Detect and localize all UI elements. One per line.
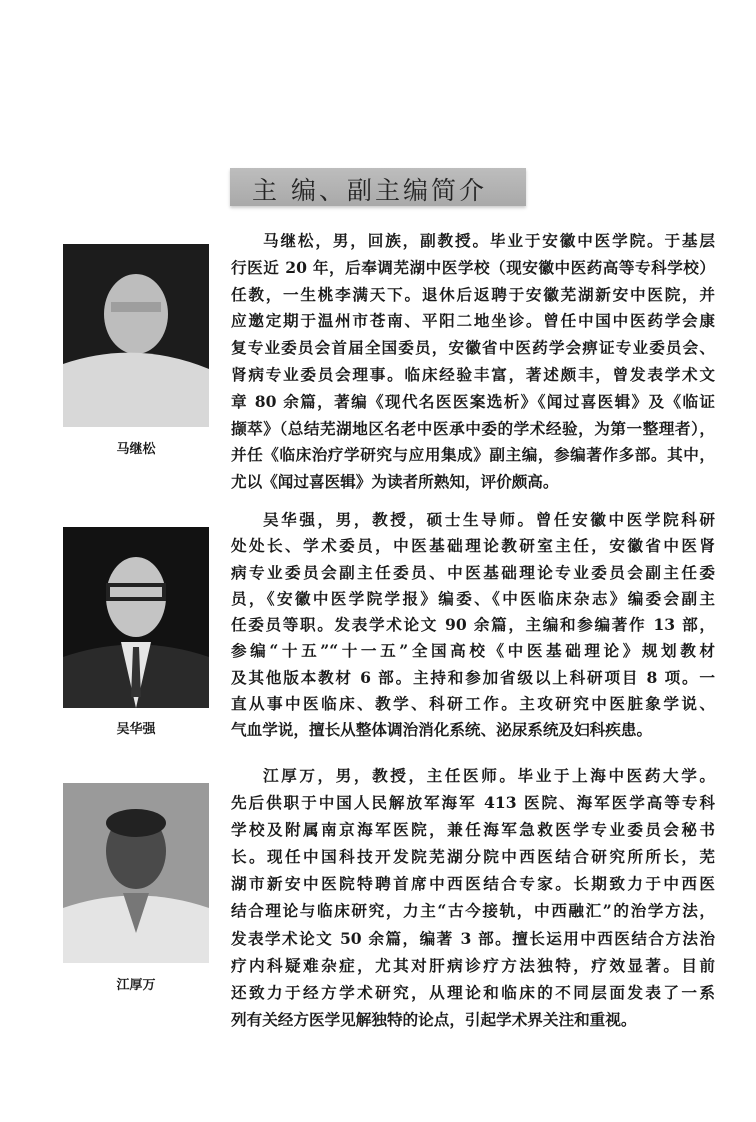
- bio-line: 肾病专业委员会理事。临床经验丰富，著述颇丰，曾发表学术文: [231, 364, 715, 384]
- bio-line: 尤以《闻过喜医辑》为读者所熟知，评价颇高。: [231, 472, 559, 492]
- bio-line: 任教，一生桃李满天下。退休后返聘于安徽芜湖新安中医院，并: [231, 284, 715, 304]
- bio-line: 吴华强，男，教授，硕士生导师。曾任安徽中医学院科研: [263, 510, 715, 529]
- bio-line: 湖市新安中医院特聘首席中西医结合专家。长期致力于中西医: [231, 874, 715, 894]
- bio-line: 江厚万，男，教授，主任医师。毕业于上海中医药大学。: [263, 766, 715, 785]
- bio-line: 还致力于经方学术研究，从理论和临床的不同层面发表了一系: [231, 982, 715, 1002]
- bio-line: 参编“十五”“十一五”全国高校《中医基础理论》规划教材: [231, 641, 715, 661]
- bio-line: 病专业委员会副主任委员、中医基础理论专业委员会副主任委: [231, 562, 715, 582]
- bio-paragraph-wu-huaqiang: [231, 507, 715, 744]
- photo-caption: 江厚万: [116, 978, 156, 993]
- bio-line: 结合理论与临床研究，力主“古今接轨，中西融汇”的治学方法，: [231, 901, 715, 921]
- bio-line: 任委员等职。发表学术论文 90 余篇，主编和参编著作 13 部，: [231, 615, 715, 635]
- bio-line: 并任《临床治疗学研究与应用集成》副主编，参编著作多部。其中，: [231, 445, 715, 465]
- bio-line: 行医近 20 年，后奉调芜湖中医学校（现安徽中医药高等专科学校）: [231, 257, 715, 277]
- bio-line: 处处长、学术委员，中医基础理论教研室主任，安徽省中医肾: [231, 536, 715, 556]
- portrait-photo-ma-jisong: [63, 244, 209, 427]
- bio-line: 撷萃》（总结芜湖地区名老中医承中委的学术经验，为第一整理者），: [231, 418, 715, 438]
- bio-line: 列有关经方医学见解独特的论点，引起学术界关注和重视。: [231, 1009, 637, 1029]
- bio-line: 长。现任中国科技开发院芜湖分院中西医结合研究所所长，芜: [231, 847, 715, 867]
- bio-line: 气血学说，擅长从整体调治消化系统、泌尿系统及妇科疾患。: [231, 720, 653, 740]
- section-title: 主 编、副主编简介: [252, 176, 487, 205]
- bio-line: 直从事中医临床、教学、科研工作。主攻研究中医脏象学说、: [231, 694, 715, 714]
- bio-line: 马继松，男，回族，副教授。毕业于安徽中医学院。于基层: [263, 231, 715, 250]
- portrait-photo-wu-huaqiang: [63, 527, 209, 708]
- bio-line: 先后供职于中国人民解放军海军 413 医院、海军医学高等专科: [231, 793, 715, 813]
- bio-line: 复专业委员会首届全国委员，安徽省中医药学会痹证专业委员会、: [231, 338, 715, 358]
- bio-line: 及其他版本教材 6 部。主持和参加省级以上科研项目 8 项。一: [231, 667, 715, 687]
- photo-caption: 马继松: [116, 442, 156, 457]
- photo-caption: 吴华强: [116, 722, 156, 737]
- bio-line: 疗内科疑难杂症，尤其对肝病诊疗方法独特，疗效显著。目前: [231, 955, 715, 975]
- portrait-photo-jiang-houwan: [63, 783, 209, 963]
- bio-line: 章 80 余篇，著编《现代名医医案选析》《闻过喜医辑》及《临证: [231, 391, 715, 411]
- bio-line: 发表学术论文 50 余篇，编著 3 部。擅长运用中西医结合方法治: [231, 928, 715, 948]
- bio-paragraph-ma-jisong: [231, 228, 715, 496]
- bio-line: 应邀定期于温州市苍南、平阳二地坐诊。曾任中国中医药学会康: [231, 311, 715, 331]
- section-title-banner: [230, 168, 526, 206]
- bio-paragraph-jiang-houwan: [231, 762, 715, 1033]
- bio-line: 员，《安徽中医学院学报》编委、《中医临床杂志》编委会副主: [231, 588, 715, 608]
- bio-line: 学校及附属南京海军医院，兼任海军急救医学专业委员会秘书: [231, 820, 715, 840]
